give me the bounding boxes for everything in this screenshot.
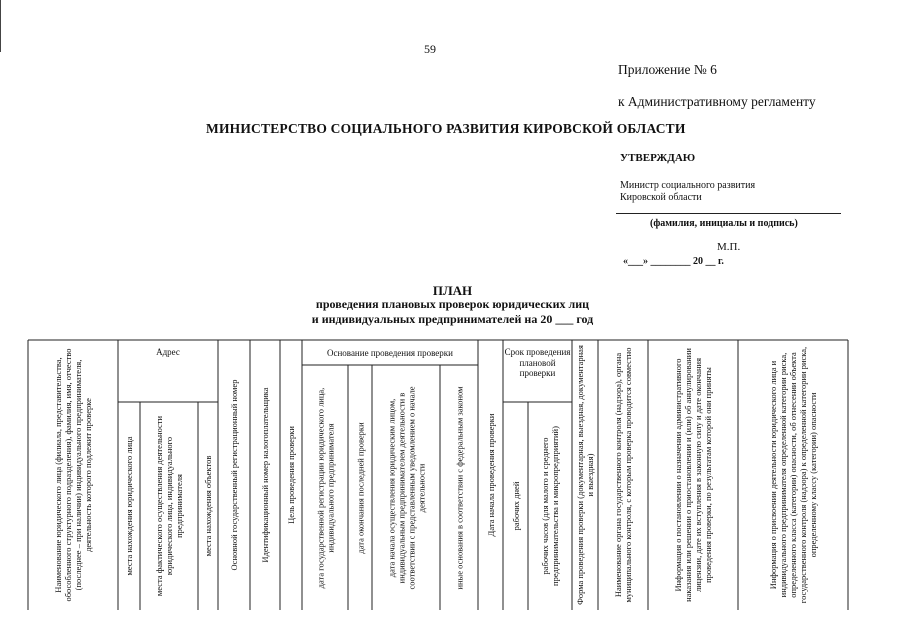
column-header-working-hours: рабочих часов (для малого и среднего предпринимательства и микропредприятий) [540,426,560,586]
group-header-address: Адрес [156,347,180,357]
page-edge-mark [0,0,5,52]
minister-position-line2: Кировской области [620,192,702,203]
column-header-penalty-info: Информация о постановлении о назначении административного наказания или решении о приостановлении и (или) об аннулировании лицензии, дате их вступления в законную силу и дате окончания проведения проверки, по результатам которой они приняты [673,348,713,602]
column-header-inspection-goal: Цель проведения проверки [286,426,296,524]
column-header-entity-name: Наименование юридического лица (филиала, представительства, обособленного структурного подразделения), фамилия, имя, отчество (последнее – при наличии) индивидуального предпринимателя, деятельность которого подлежит проверке [53,348,93,602]
column-header-inspection-form: Форма проведения проверки (документарная, выездная, документарная и выездная) [575,345,595,605]
column-header-registration-date: дата государственной регистрации юридического лица, индивидуального предпринимателя [315,387,335,588]
minister-position [620,180,755,204]
column-header-other-basis: иные основания в соответствии с федеральным законом [454,385,464,590]
page-number: 59 [424,42,436,56]
column-header-activity-address: места фактического осуществления деятельности юридического лица, индивидуального предпринимателя [154,415,184,597]
plan-subtitle-line1: проведения плановых проверок юридических лиц [315,297,590,311]
group-header-basis: Основание проведения проверки [327,348,453,358]
signature-line [616,213,841,214]
column-header-inn: Идентификационный номер налогоплательщика [260,387,270,563]
plan-subtitle-line2: и индивидуальных предпринимателей на 20 ___ год [311,312,594,326]
group-header-term: Срок проведения плановой проверки [504,347,571,378]
column-header-joint-authority: Наименование органа государственного контроля (надзора), органа муниципального контроля, с которым проверка проводится совместно [613,347,633,603]
minister-position-line1: Министр социального развития [620,180,756,191]
column-header-last-inspection-date: дата окончания последней проверки [355,421,365,554]
annex-number: Приложение № 6 [618,62,717,77]
column-header-activity-start-date: дата начала осуществления юридическим лицом, индивидуальным предпринимателем деятельности в соответствии с представленным уведомлением о начале деятельности [386,386,426,589]
approval-date-line: «___» ________ 20 __ г. [623,256,724,267]
column-header-risk-category: Информация о присвоении деятельности юридического лица и индивидуального предпринимателя определенной категории риска, определенного класса (категории) опасности, об отнесении объекта государственного контроля (надзора) к определенной категории риска, определенному классу (категории) опасности [768,346,818,604]
column-header-legal-address: места нахождения юридического лица [124,436,134,576]
signature-caption: (фамилия, инициалы и подпись) [650,218,798,229]
stamp-place-label: М.П. [717,241,741,253]
approve-label: УТВЕРЖДАЮ [620,152,696,164]
ministry-title: МИНИСТЕРСТВО СОЦИАЛЬНОГО РАЗВИТИЯ КИРОВСКОЙ ОБЛАСТИ [206,121,686,136]
column-header-working-days: рабочих дней [510,481,521,531]
column-header-objects-address: места нахождения объектов [203,455,213,557]
column-header-start-date: Дата начала проведения проверки [485,413,496,537]
plan-title: ПЛАН [432,283,473,298]
annex-reglament: к Административному регламенту [618,94,816,109]
column-header-ogrn: Основной государственный регистрационный номер [229,379,239,571]
